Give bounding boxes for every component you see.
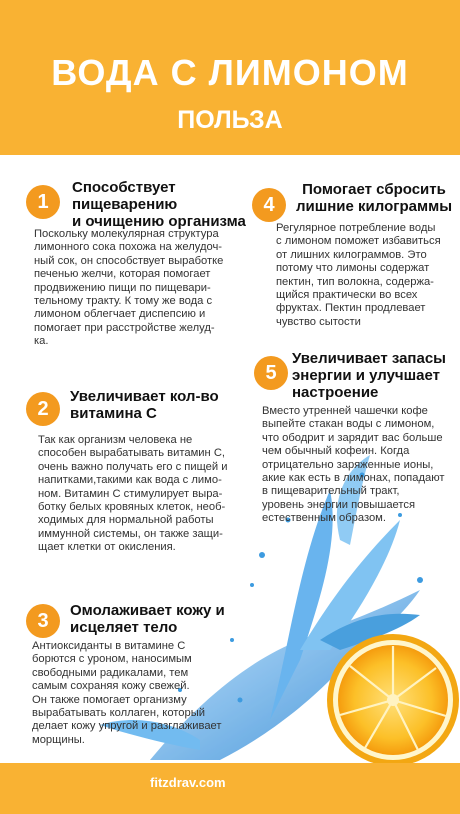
- section-4-text: Регулярное потребление воды с лимоном поможет избавиться от лишних килограммов. Это потому что лимоны содержат пектин, тип волокна, содержа- щийся практически во всех фруктах. Пектин продлевает чувство сытости: [276, 222, 441, 328]
- section-5-number-badge: 5: [254, 356, 288, 390]
- lemon-slice-icon: [327, 634, 459, 766]
- section-4-number-badge: 4: [252, 188, 286, 222]
- section-2-number-badge: 2: [26, 392, 60, 426]
- section-5-text: Вместо утренней чашечки кофе выпейте стакан воды с лимоном, что ободрит и зарядит вас больше чем обычный кофеин. Когда отрицательно заряженные ионы, акие как есть в лимонах, попадают в пищеварительный тракт, уровень энергии повышается естественным образом.: [262, 405, 445, 525]
- section-1-number-badge: 1: [26, 185, 60, 219]
- section-3-number-badge: 3: [26, 604, 60, 638]
- section-2-heading: Увеличивает кол-во витамина С: [70, 388, 219, 422]
- section-2-text: Так как организм человека не способен вырабатывать витамин С, очень важно получать его с пищей и напитками,такими как вода с лимо- ном. Витамин С стимулирует выра- ботку белых кровяных клеток, необ- ходимых для нормальной работы иммунной системы, он также защи- щает клетки от окисления.: [38, 434, 228, 554]
- footer-bar: [0, 763, 460, 814]
- section-1-heading: Способствует пищеварению и очищению организма: [72, 179, 246, 230]
- footer-site-label: fitzdrav.com: [150, 775, 226, 790]
- page-subtitle: ПОЛЬЗА: [177, 106, 283, 134]
- section-4-heading: Помогает сбросить лишние килограммы: [295, 181, 453, 215]
- section-5-heading: Увеличивает запасы энергии и улучшает настроение: [292, 350, 446, 401]
- page-title: ВОДА С ЛИМОНОМ: [51, 52, 409, 93]
- section-3-heading: Омолаживает кожу и исцеляет тело: [70, 602, 225, 636]
- section-1-text: Поскольку молекулярная структура лимонного сока похожа на желудоч- ный сок, он способствует выработке печенью желчи, которая помогает продвижению пищи по пищевари- тельному тракту. К тому же вода с лимоном облегчает диспепсию и помогает при расстройстве желуд- ка.: [34, 228, 224, 348]
- section-3-text: Антиоксиданты в витамине С борются с уроном, наносимым свободными радикалами, тем самым сохраняя кожу свежей. Он также помогает организму вырабатывать коллаген, который делает кожу упругой и разглаживает морщины.: [32, 640, 222, 746]
